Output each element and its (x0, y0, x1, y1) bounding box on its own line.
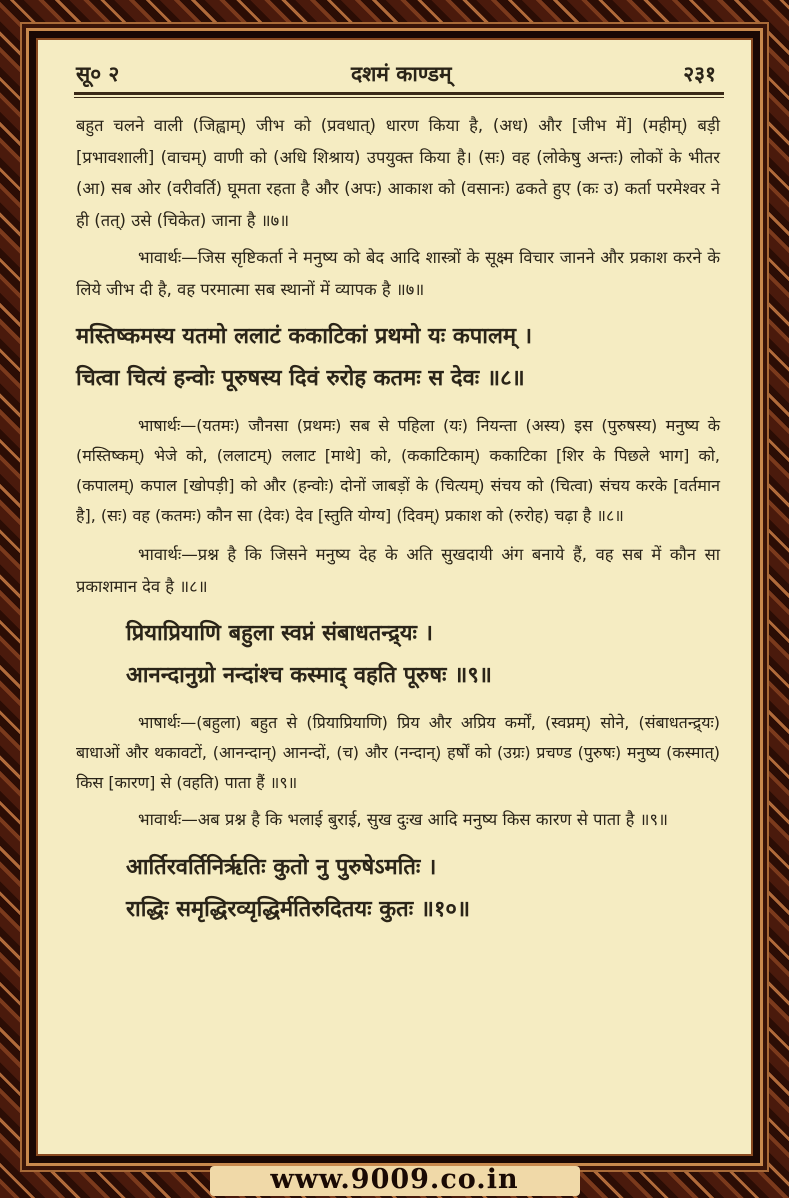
page-number: २३१ (683, 62, 716, 86)
website-url[interactable]: www.9009.co.in (270, 1164, 519, 1195)
translation-paragraph-9: भाषार्थः—(बहुला) बहुत से (प्रियाप्रियाणि) प्रिय और अप्रिय कर्मों, (स्वप्नम्) सोने, (संबाधतन्द्र्यः) बाधाओं और थकावटों, (आनन्दान्) आनन्दों, (च) और (नन्दान्) हर्षों को (उग्रः) प्रचण्ड (पुरुषः) मनुष्य (कस्मात्) किस [कारण] से (वहति) पाता हैं ॥९॥ (76, 713, 720, 792)
page-header (76, 60, 716, 88)
sutra-number: सू० २ (76, 62, 120, 86)
verse-9-line-2: आनन्दानुग्रो नन्दांश्च कस्माद् वहति पूरुषः ॥९॥ (126, 662, 492, 688)
verse-10-line-2: राद्धिः समृद्धिरव्यृद्धिर्मतिरुदितयः कुतः ॥१०॥ (126, 895, 471, 922)
meaning-paragraph-9: भावार्थः—अब प्रश्न है कि भलाई बुराई, सुख दुःख आदि मनुष्य किस कारण से पाता है ॥९॥ (138, 810, 669, 829)
meaning-paragraph-7: भावार्थः—जिस सृष्टिकर्ता ने मनुष्य को बेद आदि शास्त्रों के सूक्ष्म विचार जानने और प्रकाश करने के लिये जीभ दी है, वह परमात्मा सब स्थानों में व्यापक है ॥७॥ (76, 248, 720, 299)
verse-10-line-1: आर्तिरवर्तिनिर्ऋतिः कुतो नु पुरुषेऽमतिः । (126, 853, 437, 880)
book-page (36, 38, 753, 1156)
header-rule (74, 92, 724, 98)
chapter-title: दशमं काण्डम् (350, 62, 452, 86)
translation-paragraph-7: बहुत चलने वाली (जिह्वाम्) जीभ को (प्रवधात्) धारण किया है, (अध) और [जीभ में] (महीम्) बड़ी [प्रभावशाली] (वाचम्) वाणी को (अधि शिश्राय) उपयुक्त किया है। (सः) वह (लोकेषु अन्तः) लोकों के भीतर (आ) सब ओर (वरीवर्ति) घूमता रहता है और (अपः) आकाश को (वसानः) ढकते हुए (कः उ) कर्ता परमेश्वर ने ही (तत्) उसे (चिकेत) जाना है ॥७॥ (76, 116, 720, 230)
verse-8-line-1: मस्तिष्कमस्य यतमो ललाटं ककाटिकां प्रथमो यः कपालम् । (76, 323, 533, 349)
translation-paragraph-8: भाषार्थः—(यतमः) जौनसा (प्रथमः) सब से पहिला (यः) नियन्ता (अस्य) इस (पुरुषस्य) मनुष्य के (मस्तिष्कम्) भेजे को, (ललाटम्) ललाट [माथे] को, (ककाटिकाम्) ककाटिका [शिर के पिछले भाग] को, (कपालम्) कपाल [खोपड़ी] को और (हन्वोः) दोनों जाबड़ों के (चित्यम्) संचय को (चित्वा) संचय करके [वर्तमान है], (सः) वह (कतमः) कौन सा (देवः) देव [स्तुति योग्य] (दिवम्) प्रकाश को (रुरोह) चढ़ा है ॥८॥ (76, 416, 720, 525)
verse-8-line-2: चित्वा चित्यं हन्वोः पूरुषस्य दिवं रुरोह कतमः स देवः ॥८॥ (76, 365, 525, 391)
verse-9-line-1: प्रियाप्रियाणि बहुला स्वप्नं संबाधतन्द्र्यः । (126, 620, 433, 646)
meaning-paragraph-8: भावार्थः—प्रश्न है कि जिसने मनुष्य देह के अति सुखदायी अंग बनाये हैं, वह सब में कौन सा प्रकाशमान देव है ॥८॥ (76, 545, 720, 596)
page-content (76, 110, 720, 930)
